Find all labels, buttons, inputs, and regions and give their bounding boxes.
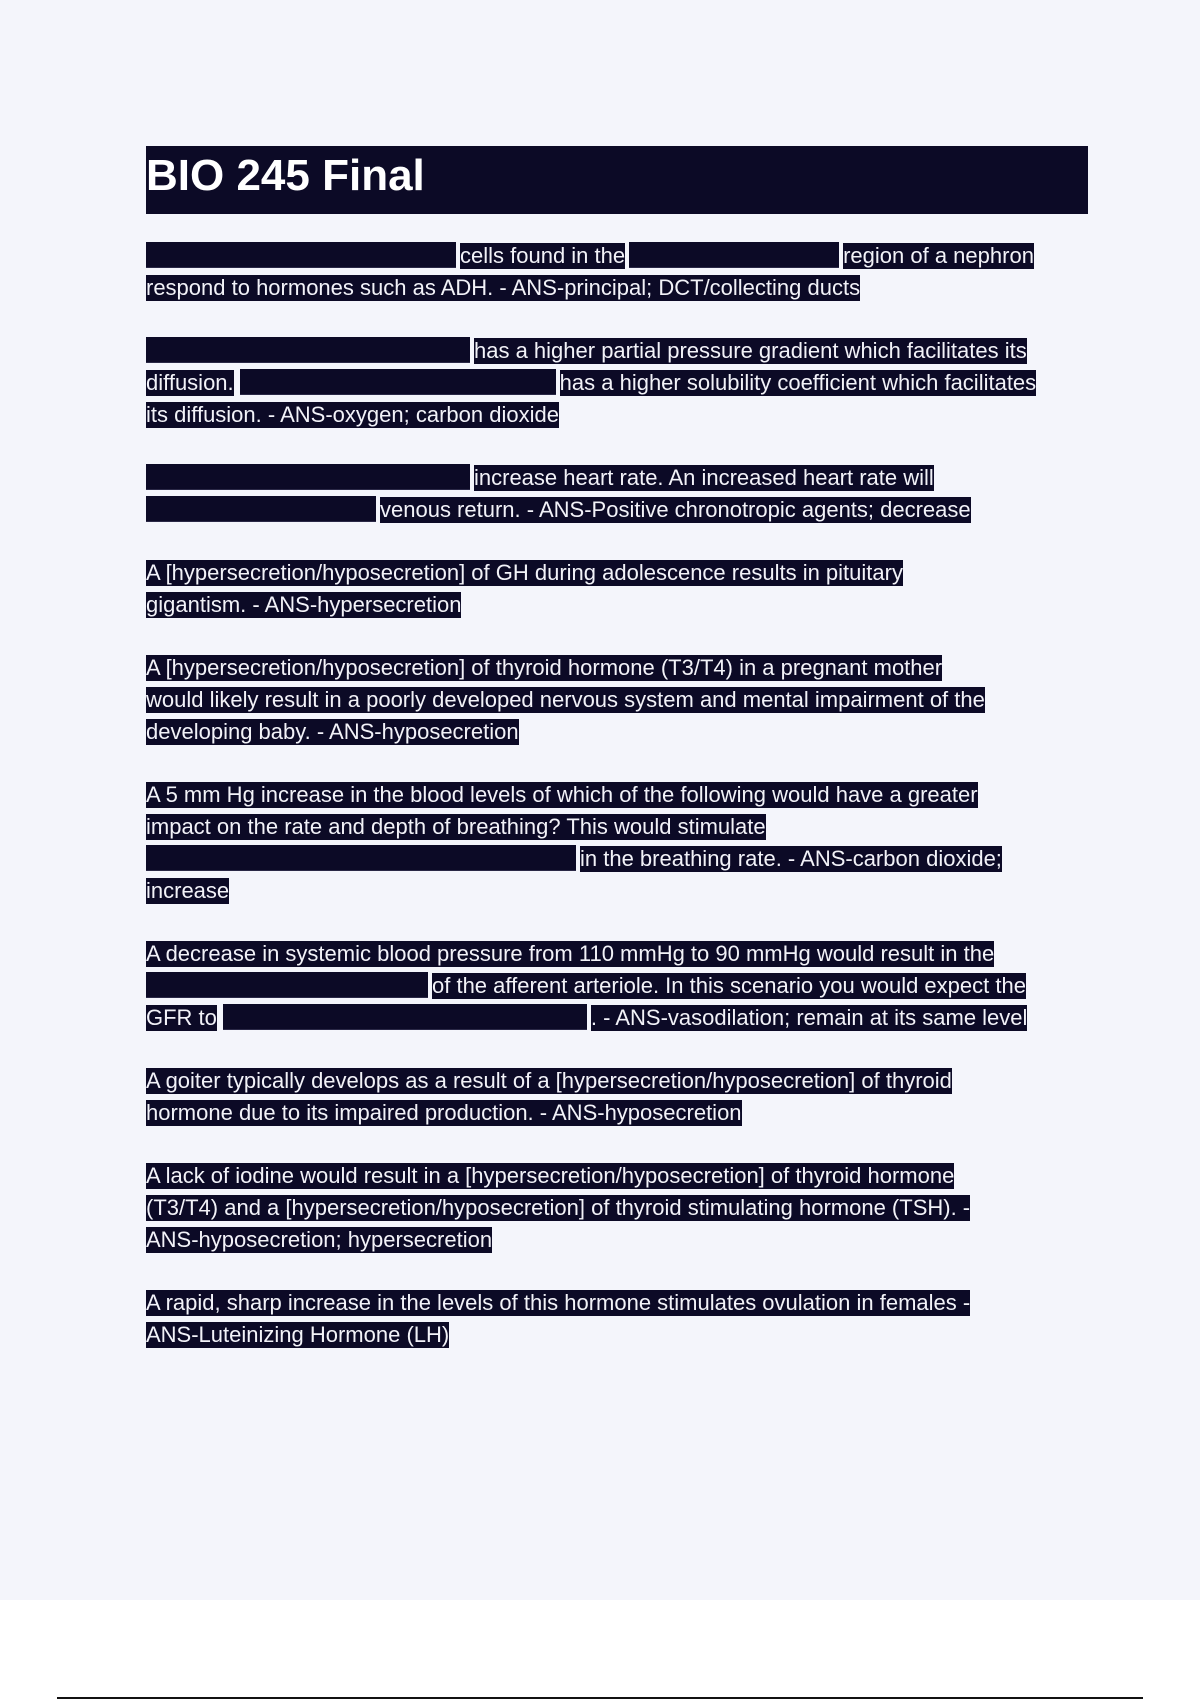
question-text: A goiter typically develops as a result of a [hypersecretion/hyposecretion] of thyroid	[146, 1068, 952, 1093]
question-line	[146, 240, 1088, 272]
question-text: A 5 mm Hg increase in the blood levels of which of the following would have a greater	[146, 782, 978, 807]
question-line	[146, 684, 1088, 716]
question-line	[146, 1287, 1088, 1319]
question-line	[146, 367, 1088, 399]
question-line	[146, 557, 1088, 589]
question-line	[146, 1319, 1088, 1351]
question-text: developing baby. - ANS-hyposecretion	[146, 719, 519, 744]
question-text: increase heart rate. An increased heart rate will	[474, 465, 934, 490]
question-text: A [hypersecretion/hyposecretion] of GH during adolescence results in pituitary	[146, 560, 903, 585]
fill-in-blank	[146, 845, 576, 871]
fill-in-blank	[240, 369, 556, 395]
question-line	[146, 462, 1088, 494]
title-banner	[146, 146, 1088, 214]
question-item	[146, 1065, 1088, 1129]
question-line	[146, 716, 1088, 748]
question-line	[146, 779, 1088, 811]
question-text: A rapid, sharp increase in the levels of this hormone stimulates ovulation in females -	[146, 1290, 971, 1315]
question-line	[146, 970, 1088, 1002]
question-line	[146, 1224, 1088, 1256]
question-list	[146, 240, 1088, 1382]
question-item	[146, 779, 1088, 907]
question-item	[146, 240, 1088, 304]
question-line	[146, 1065, 1088, 1097]
question-text: would likely result in a poorly developed nervous system and mental impairment of the	[146, 687, 985, 712]
question-item	[146, 938, 1088, 1034]
question-text: hormone due to its impaired production. - ANS-hyposecretion	[146, 1100, 742, 1125]
fill-in-blank	[146, 464, 470, 490]
question-text: increase	[146, 878, 230, 903]
question-text: . - ANS-vasodilation; remain at its same level	[590, 1005, 1028, 1030]
question-text: venous return. - ANS-Positive chronotropic agents; decrease	[380, 497, 971, 522]
question-text: region of a nephron	[843, 243, 1034, 268]
fill-in-blank	[223, 1004, 587, 1030]
question-line	[146, 1097, 1088, 1129]
question-text: ANS-hyposecretion; hypersecretion	[146, 1227, 493, 1252]
question-line	[146, 494, 1088, 526]
question-item	[146, 1287, 1088, 1351]
question-text: gigantism. - ANS-hypersecretion	[146, 592, 462, 617]
question-text: cells found in the	[460, 243, 626, 268]
question-text: (T3/T4) and a [hypersecretion/hyposecretion] of thyroid stimulating hormone (TSH). -	[146, 1195, 971, 1220]
question-text: of the afferent arteriole. In this scenario you would expect the	[432, 973, 1026, 998]
page-footer-area	[0, 1600, 1200, 1700]
question-text: in the breathing rate. - ANS-carbon dioxide;	[580, 846, 1002, 871]
question-text: diffusion.	[146, 370, 234, 395]
question-line	[146, 843, 1088, 875]
question-text: A decrease in systemic blood pressure from 110 mmHg to 90 mmHg would result in the	[146, 941, 995, 966]
question-text: its diffusion. - ANS-oxygen; carbon dioxide	[146, 402, 559, 427]
question-text: impact on the rate and depth of breathing? This would stimulate	[146, 814, 766, 839]
question-text: ANS-Luteinizing Hormone (LH)	[146, 1322, 450, 1347]
question-text: respond to hormones such as ADH. - ANS-principal; DCT/collecting ducts	[146, 275, 861, 300]
question-text: A [hypersecretion/hyposecretion] of thyroid hormone (T3/T4) in a pregnant mother	[146, 655, 943, 680]
question-item	[146, 462, 1088, 526]
question-item	[146, 652, 1088, 748]
fill-in-blank	[146, 337, 470, 363]
question-line	[146, 1160, 1088, 1192]
question-line	[146, 1192, 1088, 1224]
fill-in-blank	[146, 972, 428, 998]
question-text: A lack of iodine would result in a [hypersecretion/hyposecretion] of thyroid hormone	[146, 1163, 955, 1188]
question-line	[146, 652, 1088, 684]
page-divider	[57, 1697, 1143, 1699]
question-line	[146, 272, 1088, 304]
question-text: has a higher partial pressure gradient which facilitates its	[474, 338, 1027, 363]
question-line	[146, 811, 1088, 843]
question-line	[146, 1002, 1088, 1034]
question-line	[146, 335, 1088, 367]
question-item	[146, 1160, 1088, 1256]
question-item	[146, 335, 1088, 431]
question-text: GFR to	[146, 1005, 217, 1030]
question-line	[146, 875, 1088, 907]
question-item	[146, 557, 1088, 621]
question-line	[146, 938, 1088, 970]
fill-in-blank	[146, 242, 456, 268]
fill-in-blank	[146, 496, 376, 522]
document-title: BIO 245 Final	[146, 151, 425, 200]
fill-in-blank	[629, 242, 839, 268]
question-line	[146, 399, 1088, 431]
question-line	[146, 589, 1088, 621]
question-text: has a higher solubility coefficient which facilitates	[559, 370, 1037, 395]
